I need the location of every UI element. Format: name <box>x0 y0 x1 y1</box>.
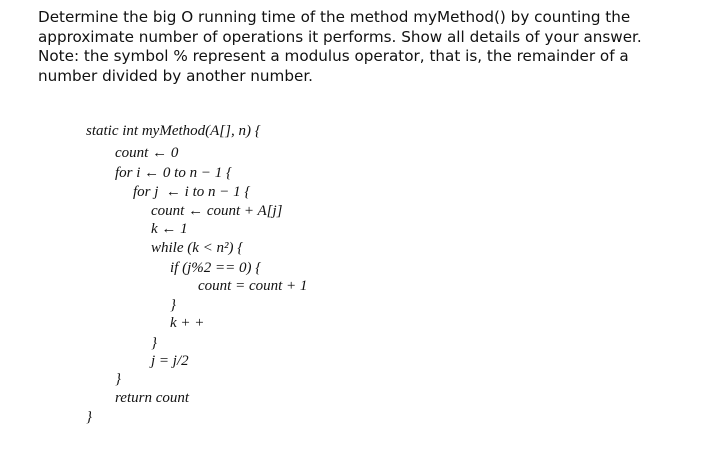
count-increment-line: count = count + 1 <box>198 278 308 294</box>
k-increment-line: k + + <box>170 315 205 331</box>
while-loop-line: while (k < n²) { <box>151 240 244 256</box>
j-halve-line: j = j/2 <box>151 353 189 369</box>
if-statement-line: if (j%2 == 0) { <box>170 260 262 276</box>
return-line: return count <box>115 390 190 406</box>
count-accumulate-line: count ← count + A[j] <box>151 203 283 219</box>
count-init-line: count ← 0 <box>115 145 179 161</box>
k-init-line: k ← 1 <box>151 221 188 237</box>
inner-loop-close-brace: } <box>115 371 121 387</box>
method-signature: static int myMethod(A[], n) { <box>86 123 261 139</box>
while-close-brace: } <box>151 335 157 351</box>
outer-for-loop-line: for i ← 0 to n − 1 { <box>115 165 232 181</box>
question-line-1: Determine the big O running time of the method myMethod() by counting the <box>38 8 631 26</box>
question-line-2: approximate number of operations it performs. Show all details of your answer. <box>38 27 642 46</box>
if-close-brace: } <box>170 297 176 313</box>
method-close-brace: } <box>86 409 92 425</box>
inner-for-loop-line: for j ← i to n − 1 { <box>133 184 251 200</box>
question-line-4: number divided by another number. <box>38 66 314 85</box>
question-line-3: Note: the symbol % represent a modulus operator, that is, the remainder of a <box>38 47 629 65</box>
